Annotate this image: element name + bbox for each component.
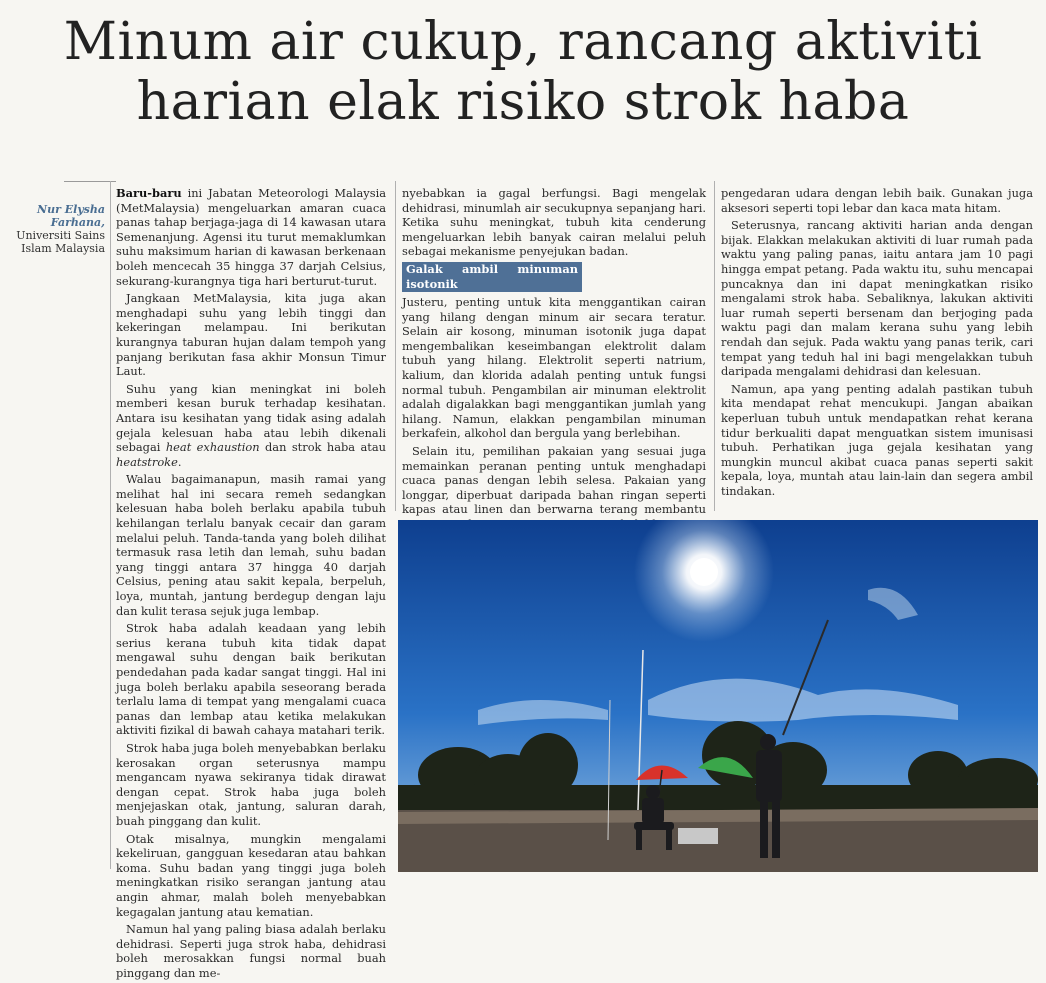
- article-column-2: [402, 186, 706, 534]
- paragraph: Justeru, penting untuk kita menggantikan cairan yang hilang dengan minum air secara teratur. Selain air kosong, minuman isotonik juga dapat mengembalikan keseimbangan elektrolit dalam tubuh yang hilang. Elektrolit seperti natrium, kalium, dan klorida adalah penting untuk fungsi normal tubuh. Pengambilan air minuman elektrolit adalah digalakkan bagi menggantikan jumlah yang hilang. Namun, elakkan pengambilan minuman berkafein, alkohol dan bergula yang berlebihan.: [402, 294, 706, 441]
- paragraph: Strok haba juga boleh menyebabkan berlaku kerosakan organ seterusnya mampu mengancam nyawa sekiranya tidak dirawat dengan cepat. Strok haba juga boleh menjejaskan otak, jantung, saluran darah, buah pinggang dan kulit.: [116, 740, 386, 828]
- column-rule-1: [110, 181, 111, 869]
- paragraph: Walau bagaimanapun, masih ramai yang melihat hal ini secara remeh sedangkan kelesuan haba boleh berlaku apabila tubuh kehilangan terlalu banyak cecair dan garam melalui peluh. Tanda-tanda yang boleh dilihat termasuk rasa letih dan lemah, suhu badan yang tinggi antara 37 hingga 40 darjah Celsius, pening atau sakit kepala, berpeluh, loya, muntah, jantung berdegup dengan laju dan kulit terasa sejuk juga lembap.: [116, 472, 386, 618]
- column-rule-2: [395, 181, 396, 511]
- headline-line-1: Minum air cukup, rancang aktiviti: [63, 12, 983, 72]
- column-rule-3: [714, 181, 715, 511]
- paragraph: Namun hal yang paling biasa adalah berlaku dehidrasi. Seperti juga strok haba, dehidrasi boleh merosakkan fungsi normal buah pinggang dan me-: [116, 922, 386, 980]
- paragraph: Seterusnya, rancang aktiviti harian anda dengan bijak. Elakkan melakukan aktiviti di luar rumah pada waktu yang paling panas, iaitu antara jam 10 pagi hingga empat petang. Pada waktu itu, suhu mencapai puncaknya dan ini dapat meningkatkan risiko mengalami strok haba. Sebaliknya, lakukan aktiviti luar rumah seperti bersenam dan berjoging pada waktu pagi dan malam kerana suhu yang lebih rendah dan sejuk. Pada waktu yang panas terik, cari tempat yang teduh hal ini bagi mengelakkan tubuh daripada mengalami dehidrasi dan kelesuan.: [721, 218, 1033, 379]
- beach-photo: [398, 520, 1038, 872]
- paragraph: Suhu yang kian meningkat ini boleh memberi kesan buruk terhadap kesihatan. Antara isu kesihatan yang tidak asing adalah gejala kelesuan haba atau lebih dikenali sebagai heat exhaustion dan strok haba atau heatstroke.: [116, 381, 386, 469]
- sun: [690, 558, 718, 586]
- paragraph: Baru-baru ini Jabatan Meteorologi Malaysia (MetMalaysia) mengeluarkan amaran cuaca panas tahap berjaga-jaga di 14 kawasan utara Semenanjung. Agensi itu turut memaklumkan suhu maksimum harian di kawasan berkenaan boleh mencecah 35 hingga 37 darjah Celsius, sekurang-kurangnya tiga hari berturut-turut.: [116, 186, 386, 288]
- author-affiliation-2: Islam Malaysia: [21, 242, 105, 255]
- paragraph: Strok haba adalah keadaan yang lebih serius kerana tubuh kita tidak dapat mengawal suhu dengan baik berikutan pendedahan pada kadar sangat tinggi. Hal ini juga boleh berlaku apabila seseorang berada terlalu lama di tempat yang mengalami cuaca panas dan lembap atau ketika melakukan aktiviti fizikal di bawah cahaya matahari terik.: [116, 621, 386, 738]
- author-name-1: Nur Elysha: [37, 203, 105, 216]
- author-name-2: Farhana,: [50, 216, 105, 229]
- paragraph: Otak misalnya, mungkin mengalami kekeliruan, gangguan kesedaran atau bahkan koma. Suhu badan yang tinggi juga boleh meningkatkan risiko serangan jantung atau angin ahmar, malah boleh menyebabkan kegagalan jantung atau kematian.: [116, 831, 386, 919]
- paragraph: nyebabkan ia gagal berfungsi. Bagi mengelak dehidrasi, minumlah air secukupnya sepanjang hari. Ketika suhu meningkat, tubuh kita cenderung mengeluarkan lebih banyak cairan melalui peluh sebagai mekanisme penyejukan badan.: [402, 186, 706, 259]
- article-column-1: [116, 186, 386, 983]
- author-affiliation-1: Universiti Sains: [16, 229, 105, 242]
- paragraph: Selain itu, pemilihan pakaian yang sesuai juga memainkan peranan penting untuk menghadapi cuaca panas dengan lebih selesa. Pakaian yang longgar, diperbuat daripada bahan ringan seperti kapas atau linen dan berwarna terang membantu: [402, 443, 706, 517]
- headline: [0, 12, 1046, 132]
- byline-rule: [64, 181, 116, 182]
- paragraph: Jangkaan MetMalaysia, kita juga akan menghadapi suhu yang lebih tinggi dan kekeringan melampau. Ini berikutan kurangnya taburan hujan dalam tempoh yang panjang berikutan fasa akhir Monsun Timur Laut.: [116, 291, 386, 379]
- cooler-box: [678, 828, 718, 844]
- beach-photo-illustration: [398, 520, 1038, 872]
- byline: [0, 203, 105, 255]
- lead-bold: Baru-baru: [116, 186, 182, 200]
- subheading: Galak ambil minuman isotonik: [402, 262, 582, 292]
- article-column-3: [721, 186, 1033, 501]
- headline-line-2: harian elak risiko strok haba: [136, 72, 910, 132]
- paragraph: Namun, apa yang penting adalah pastikan tubuh kita mendapat rehat mencukupi. Jangan abaikan keperluan tubuh untuk mendapatkan rehat kerana tidur berkualiti dapat menguatkan sistem imunisasi tubuh. Perhatikan juga gejala kesihatan yang mungkin muncul akibat cuaca panas seperti sakit kepala, loya, muntah atau lain-lain dan segera ambil tindakan.: [721, 381, 1033, 498]
- paragraph: pengedaran udara dengan lebih baik. Gunakan juga aksesori seperti topi lebar dan kaca mata hitam.: [721, 186, 1033, 215]
